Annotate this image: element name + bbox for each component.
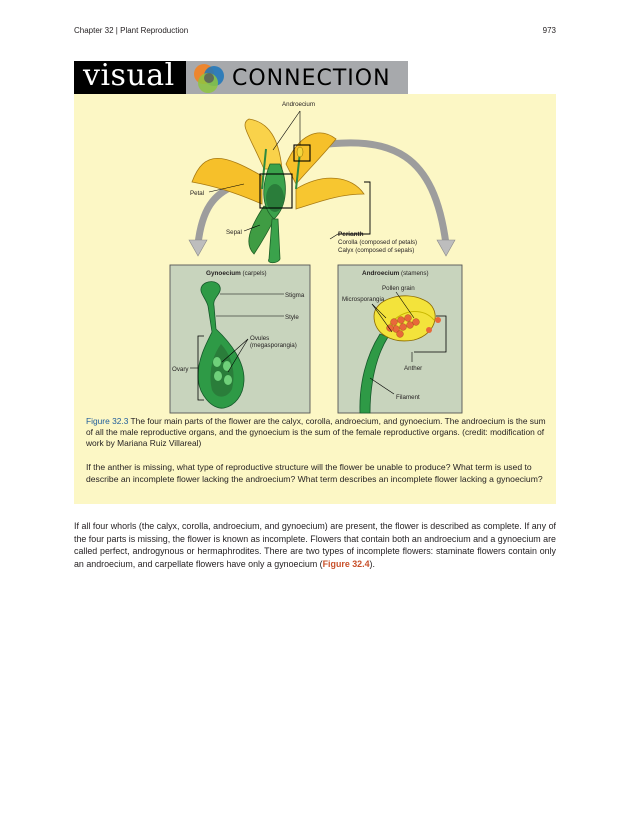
label-perianth: Perianth [338,231,364,238]
petal-back [245,119,282,169]
label-androecium: Androecium [282,101,316,108]
anther-in-flower [297,147,303,157]
label-ovules: Ovules [250,335,270,342]
figure-caption-text: The four main parts of the flower are the calyx, corolla, androecium, and gynoecium. The androecium is the sum of all the male reproductive organs, and the gynoecium is the sum of the female reproductive organs. (credit: modification of work by Mariana Ruiz Villareal) [86,416,546,448]
androecium-inset [338,265,462,413]
label-pollen-grain: Pollen grain [382,285,415,292]
ovule-3 [214,371,222,381]
ovule-4 [224,375,232,385]
label-ovary: Ovary [172,366,189,373]
pollen-grain-loose-2 [435,317,441,323]
figure-caption [86,416,548,449]
ovule-1 [213,357,221,367]
label-sepal: Sepal [226,229,242,236]
pollen-grain-loose-1 [426,327,432,333]
label-megasporangia: (megasporangia) [250,342,297,349]
label-style: Style [285,314,299,321]
banner-word-visual: visual [83,58,175,93]
figure-link[interactable]: Figure 32.4 [322,559,370,570]
venn-logo-icon [186,61,236,94]
visual-connection-panel [74,94,556,504]
petal-left [192,158,262,204]
leader-androecium-a [273,111,300,150]
body-text-end: ). [369,559,375,570]
body-text-main: If all four whorls (the calyx, corolla, androecium, and gynoecium) are present, the flower is described as complete. If any of the four parts is missing, the flower is known as incomplete. Flowers that contain both an androecium and a gynoecium are called perfect, androgynous or hermaphrodites. There are two types of incomplete flowers: staminate flowers contain only an androecium, and carpellate flowers have only a gynoecium ( [74,521,556,570]
label-anther: Anther [404,365,423,372]
gynoecium-inset [170,265,310,413]
androecium-inset-title: Androecium (stamens) [362,270,429,277]
label-stigma: Stigma [285,292,305,299]
leader-perianth [330,234,338,239]
petal-right [296,178,364,209]
page-header [74,26,556,38]
gynoecium-inset-title: Gynoecium (carpels) [206,270,267,277]
label-filament: Filament [396,394,420,401]
label-calyx: Calyx (composed of sepals) [338,247,415,254]
banner-word-connection: CONNECTION [232,66,391,91]
chapter-title: Chapter 32 | Plant Reproduction [74,26,189,35]
label-petal: Petal [190,190,205,197]
arrow-head-left [189,240,207,256]
label-microsporangia: Microsporangia [342,296,385,303]
figure-caption-label: Figure 32.3 [86,416,129,426]
visual-connection-question: If the anther is missing, what type of reproductive structure will the flower be unable to produce? What term is used to describe an incomplete flower lacking the androecium? What term describes an incomplete flower lacking a gynoecium? [86,462,543,484]
flower-diagram [74,94,556,414]
label-corolla: Corolla (composed of petals) [338,239,418,246]
visual-connection-banner [74,58,408,94]
arrow-head-right [437,240,455,256]
body-paragraph [74,520,556,571]
page-number: 973 [542,26,556,35]
